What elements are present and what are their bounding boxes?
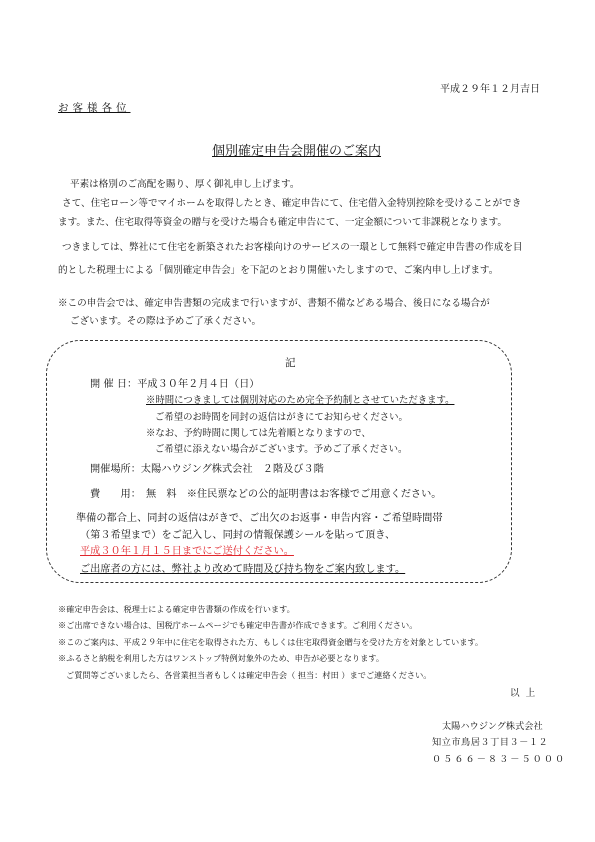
paragraph-line: 的とした税理士による「個別確定申告会」を下記のとおり開催いたしますので、ご案内申し上げます。 bbox=[58, 265, 499, 276]
event-venue: 開催場所：太陽ハウジング株式会社 ２階及び３階 bbox=[90, 464, 324, 475]
time-note: ご希望に添えない場合がございます。予めご了承ください。 bbox=[155, 444, 408, 455]
attendee-notice: ご出席者の方には、弊社より改めて時間及び持ち物をご案内致します。 bbox=[80, 564, 406, 575]
contact-note: ご質問等ございましたら、各営業担当者もしくは確定申告会（ 担当：村田 ）までご連絡ください。 bbox=[66, 670, 432, 680]
company-name: 太陽ハウジング株式会社 bbox=[442, 721, 543, 732]
footer-note: ※確定申告会は、税理士による確定申告書類の作成を行います。 bbox=[58, 604, 295, 614]
closing-mark: 以上 bbox=[510, 688, 542, 699]
document-date: 平成２９年１２月吉日 bbox=[440, 84, 540, 95]
details-heading: 記 bbox=[285, 357, 296, 369]
deadline-notice: 平成３０年１月１５日までにご送付ください。 bbox=[80, 546, 294, 557]
time-note: ご希望のお時間を同封の返信はがきにてお知らせください。 bbox=[155, 412, 408, 423]
note-line: ※この申告会では、確定申告書類の完成まで行いますが、書類不備などある場合、後日になる場合が bbox=[58, 298, 490, 309]
preparation-note: （第３希望まで）をご記入し、同封の情報保護シールを貼って頂き、 bbox=[80, 530, 396, 541]
time-note: ※なお、予約時間に関しては先着順となりますので、 bbox=[146, 428, 371, 439]
paragraph-line: さて、住宅ローン等でマイホームを取得したとき、確定申告にて、住宅借入金特別控除を受けることができ bbox=[62, 198, 522, 209]
paragraph-greeting: 平素は格別のご高配を賜り、厚く御礼申し上げます。 bbox=[70, 179, 300, 190]
footer-note: ※このご案内は、平成２９年中に住宅を取得された方、もしくは住宅取得資金贈与を受けた方を対象としています。 bbox=[58, 637, 484, 647]
event-fee: 費 用： 無 料 ※住民票などの公的証明書はお客様でご用意ください。 bbox=[90, 489, 442, 500]
document-title: 個別確定申告会開催のご案内 bbox=[212, 144, 382, 159]
note-line: ございます。その際は予めご了承ください。 bbox=[70, 316, 262, 327]
company-phone: ０５６６－８３－５０００ bbox=[432, 754, 567, 765]
paragraph-line: つきましては、弊社にて住宅を新築されたお客様向けのサービスの一環として無料で確定申告書の作成を目 bbox=[62, 242, 523, 253]
paragraph-line: ます。また、住宅取得等資金の贈与を受けた場合も確定申告にて、一定金額について非課税となります。 bbox=[58, 217, 507, 228]
event-date: 開 催 日：平成３０年２月４日（日） bbox=[90, 379, 260, 390]
footer-note: ※ご出席できない場合は、国税庁ホームページでも確定申告書が作成できます。ご利用ください。 bbox=[58, 620, 418, 630]
time-note: ※時間につきましては個別対応のため完全予約制とさせていただきます。 bbox=[146, 395, 455, 406]
footer-note: ※ふるさと納税を利用した方はワンストップ特例対象外のため、申告が必要となります。 bbox=[58, 653, 385, 663]
salutation: お客様各位 bbox=[58, 102, 131, 114]
preparation-note: 準備の都合上、同封の返信はがきで、ご出欠のお返事・申告内容・ご希望時間帯 bbox=[76, 513, 443, 524]
company-address: 知立市鳥居３丁目３－１２ bbox=[432, 737, 549, 748]
